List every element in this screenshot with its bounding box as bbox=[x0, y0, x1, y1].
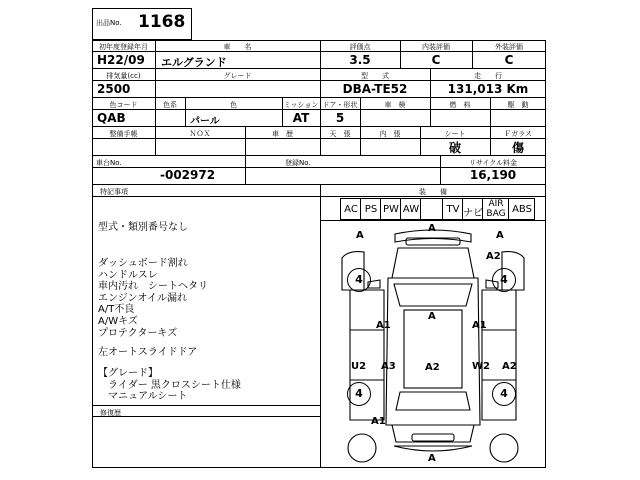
color-value: パール bbox=[190, 116, 220, 127]
seat-label: シート bbox=[444, 130, 466, 138]
equipment-item bbox=[360, 198, 381, 220]
note-slide-door: 左オートスライドドア bbox=[98, 347, 198, 358]
exterior-value: C bbox=[504, 53, 514, 67]
interior-label: 内装評価 bbox=[422, 43, 450, 51]
nox-label: ＮＯＸ bbox=[189, 130, 211, 138]
interior-trim-label: 内 張 bbox=[379, 130, 401, 138]
repair-history-title: 修復歴 bbox=[100, 409, 121, 417]
doors-value: 5 bbox=[335, 111, 345, 125]
tire-front-right: 4 bbox=[492, 268, 516, 292]
grade-label: グレード bbox=[223, 72, 252, 80]
score-value: 3.5 bbox=[349, 53, 371, 67]
mark-a1-right: A1 bbox=[472, 320, 487, 331]
equipment-item bbox=[420, 198, 443, 220]
glass-label: Ｆガラス bbox=[504, 130, 532, 138]
mission-value: AT bbox=[292, 111, 310, 125]
color-code-value: QAB bbox=[97, 111, 126, 125]
rear-window bbox=[396, 392, 470, 410]
year-label: 初年度登録年月 bbox=[99, 43, 148, 51]
body-outline bbox=[386, 278, 480, 425]
tire-rear-left: 4 bbox=[347, 382, 371, 406]
mark-a-bottom: A bbox=[428, 453, 436, 464]
model-value: エルグランド bbox=[161, 56, 227, 69]
mark-a3: A3 bbox=[381, 361, 396, 372]
color-label: 色 bbox=[230, 101, 237, 109]
equipment-item bbox=[462, 198, 483, 220]
color-sys-label: 色系 bbox=[163, 101, 177, 109]
drive-label: 駆 動 bbox=[507, 101, 529, 109]
displacement-value: 2500 bbox=[97, 82, 131, 96]
mark-u2: U2 bbox=[351, 361, 367, 372]
rear-plate bbox=[412, 434, 454, 441]
equipment-label: ABS bbox=[512, 204, 532, 215]
history-label: 車 歴 bbox=[272, 130, 293, 138]
color-code-label: 色コード bbox=[109, 101, 138, 109]
equipment-label: AW bbox=[402, 204, 420, 215]
mark-a-top-right: A bbox=[496, 230, 504, 241]
note-model-type: 型式・類別番号なし bbox=[98, 222, 188, 233]
hood bbox=[392, 248, 474, 278]
note-grade: 【グレード】 ライダー 黒クロスシート仕様 マニュアルシート bbox=[98, 368, 241, 403]
lot-number: 1168 bbox=[138, 12, 186, 32]
mileage-value: 131,013 Km bbox=[447, 82, 529, 96]
recycle-label: リサイクル料金 bbox=[468, 159, 518, 167]
equipment-title: 装 備 bbox=[419, 188, 447, 196]
equipment-label: PW bbox=[383, 204, 399, 215]
fuel-label: 燃 料 bbox=[449, 101, 471, 109]
mark-a2-center: A2 bbox=[425, 362, 440, 373]
mark-a1-left: A1 bbox=[376, 320, 391, 331]
equipment-item bbox=[482, 198, 509, 220]
year-value: H22/09 bbox=[97, 53, 145, 67]
interior-value: C bbox=[431, 53, 441, 67]
notes-title: 特記事項 bbox=[100, 188, 128, 196]
exterior-label: 外装評価 bbox=[495, 43, 523, 51]
equipment-label: PS bbox=[364, 204, 378, 215]
seat-value: 破 bbox=[448, 141, 461, 155]
windshield bbox=[394, 284, 472, 306]
rear-bumper bbox=[394, 446, 472, 451]
equipment-item bbox=[380, 198, 401, 220]
equipment-item bbox=[508, 198, 535, 220]
tire-rear-right: 4 bbox=[492, 382, 516, 406]
spare-wheel bbox=[348, 434, 376, 462]
mileage-label: 走 行 bbox=[474, 72, 502, 80]
manual-label: 整備手帳 bbox=[109, 130, 138, 138]
note-defects: ダッシュボード割れ ハンドルスレ 車内汚れ シートヘタリ エンジンオイル漏れ A/T不良 A/Wキズ プロテクターキズ bbox=[98, 258, 208, 339]
equipment-item bbox=[442, 198, 463, 220]
chassis-label: 車台No. bbox=[96, 159, 122, 167]
mark-a-top-center: A bbox=[428, 223, 436, 234]
equipment-label: AC bbox=[344, 204, 358, 215]
equipment-label: TV bbox=[446, 204, 460, 215]
mark-a2-right: A2 bbox=[486, 251, 501, 262]
doors-label: ドア・形状 bbox=[322, 101, 358, 109]
equipment-item bbox=[400, 198, 421, 220]
equipment-label: ナビ bbox=[463, 208, 483, 219]
type-label: 型 式 bbox=[361, 72, 389, 80]
mark-a-center: A bbox=[428, 311, 436, 322]
tire-front-left: 4 bbox=[347, 268, 371, 292]
sunroof-label: 天 張 bbox=[329, 130, 351, 138]
equipment-label: AIR BAG bbox=[486, 199, 506, 219]
glass-value: 傷 bbox=[511, 141, 524, 155]
displacement-label: 排気量(cc) bbox=[106, 72, 141, 80]
equipment-item bbox=[340, 198, 361, 220]
registration-label: 登録No. bbox=[285, 159, 311, 167]
mark-a2-far-right: A2 bbox=[502, 361, 517, 372]
mark-a1-bottom: A1 bbox=[371, 416, 386, 427]
inspection-label: 車 検 bbox=[384, 101, 406, 109]
mark-w2: W2 bbox=[472, 361, 490, 372]
recycle-value: 16,190 bbox=[469, 168, 517, 182]
score-label: 評価点 bbox=[349, 43, 371, 51]
mark-a-top-left: A bbox=[356, 230, 364, 241]
car-diagram bbox=[320, 220, 546, 468]
model-label: 車 名 bbox=[223, 43, 252, 51]
lot-label: 出品No. bbox=[96, 19, 122, 27]
chassis-value: -002972 bbox=[160, 168, 216, 182]
type-value: DBA-TE52 bbox=[342, 82, 408, 96]
mission-label: ミッション bbox=[283, 101, 319, 109]
